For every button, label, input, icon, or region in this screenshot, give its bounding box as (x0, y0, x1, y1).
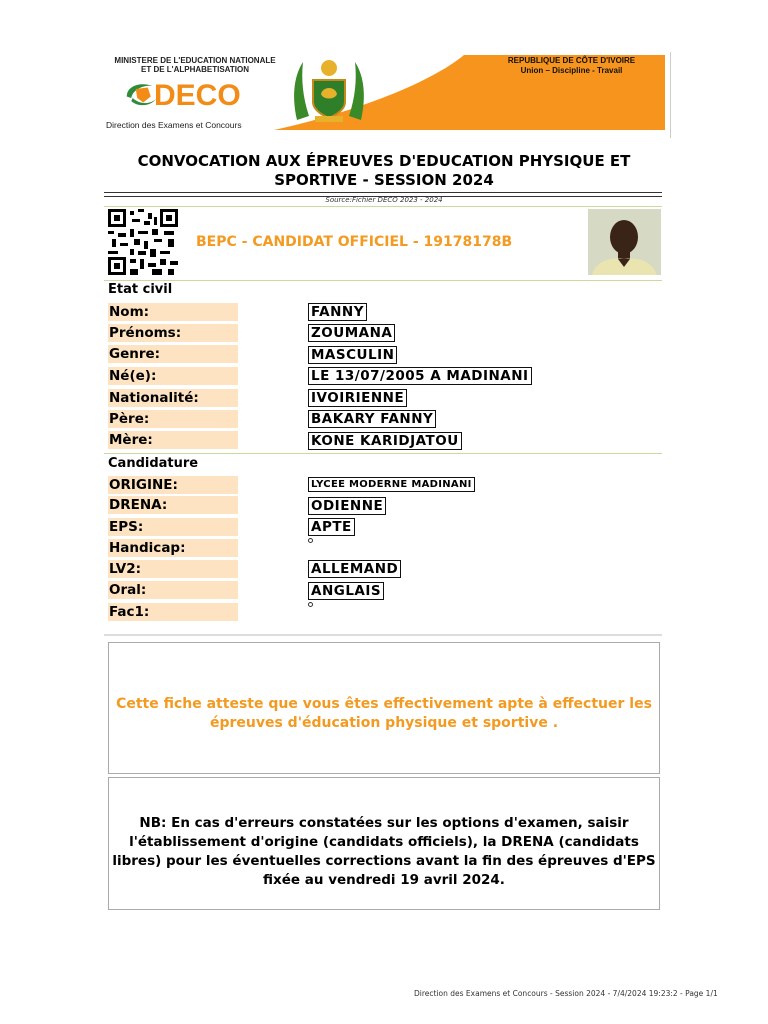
field-value-ne: LE 13/07/2005 A MADINANI (308, 367, 532, 385)
republic-motto: Union – Discipline - Travail (520, 66, 623, 75)
portrait-icon (588, 209, 661, 275)
page-footer: Direction des Examens et Concours - Session 2024 - 7/4/2024 19:23:2 - Page 1/1 (414, 989, 718, 998)
field-label-prenoms: Prénoms: (108, 324, 238, 342)
qr-code-icon (108, 209, 178, 275)
field-label-eps: EPS: (108, 518, 238, 536)
field-label-ne: Né(e): (108, 367, 238, 385)
field-label-fac1: Fac1: (108, 603, 238, 621)
empty-marker (308, 602, 313, 607)
source-note: Source:Fichier DECO 2023 - 2024 (325, 196, 443, 204)
attestation-text: Cette fiche atteste que vous êtes effectivement apte à effectuer les épreuves d'éducation physique et sportive . (116, 696, 652, 731)
candidature-heading: Candidature (108, 456, 199, 471)
etat-civil-heading: Etat civil (108, 282, 173, 297)
field-value-nationalite: IVOIRIENNE (308, 389, 407, 407)
attestation-box (108, 642, 660, 774)
field-value-oral: ANGLAIS (308, 582, 384, 600)
header-banner (104, 50, 665, 130)
field-value-eps: APTE (308, 518, 355, 536)
page-title: CONVOCATION AUX ÉPREUVES D'EDUCATION PHYSIQUE ET SPORTIVE - SESSION 2024 (137, 152, 631, 189)
field-value-prenoms: ZOUMANA (308, 324, 395, 342)
field-label-mere: Mère: (108, 431, 238, 449)
section-divider (104, 206, 662, 207)
field-label-lv2: LV2: (108, 560, 238, 578)
field-value-lv2: ALLEMAND (308, 560, 401, 578)
note-text: NB: En cas d'erreurs constatées sur les options d'examen, saisir l'établissement d'origine (candidats officiels), la DRENA (candidats libres) pour les éventuelles corrections avant la fin des épreuves d'EPS fixée au vendredi 19 avril 2024. (112, 815, 656, 888)
field-label-drena: DRENA: (108, 496, 238, 514)
ministry-name: MINISTERE DE L'EDUCATION NATIONALE ET DE L'ALPHABETISATION (114, 56, 276, 74)
field-label-nationalite: Nationalité: (108, 389, 238, 407)
note-box (108, 777, 660, 910)
field-label-pere: Père: (108, 410, 238, 428)
header-divider (670, 52, 671, 138)
field-label-origine: ORIGINE: (108, 476, 238, 494)
deco-subtitle: Direction des Examens et Concours (106, 120, 242, 130)
republic-name: REPUBLIQUE DE CÔTE D'IVOIRE (507, 56, 636, 65)
field-value-origine: LYCEE MODERNE MADINANI (308, 477, 475, 492)
field-label-genre: Genre: (108, 345, 238, 363)
field-value-genre: MASCULIN (308, 346, 397, 364)
field-value-mere: KONE KARIDJATOU (308, 432, 462, 450)
section-divider (104, 453, 662, 454)
section-divider (104, 280, 662, 281)
field-label-handicap: Handicap: (108, 539, 238, 557)
field-value-pere: BAKARY FANNY (308, 410, 436, 428)
deco-logo-text: DECO (154, 79, 241, 112)
republic-header (484, 56, 659, 76)
field-value-nom: FANNY (308, 303, 367, 321)
candidate-header: BEPC - CANDIDAT OFFICIEL - 19178178B (196, 234, 513, 250)
coat-of-arms-icon (289, 54, 369, 126)
empty-marker (308, 538, 313, 543)
field-label-oral: Oral: (108, 581, 238, 599)
field-value-drena: ODIENNE (308, 497, 386, 515)
section-divider (104, 634, 662, 636)
candidate-photo (588, 209, 661, 275)
field-label-nom: Nom: (108, 303, 238, 321)
